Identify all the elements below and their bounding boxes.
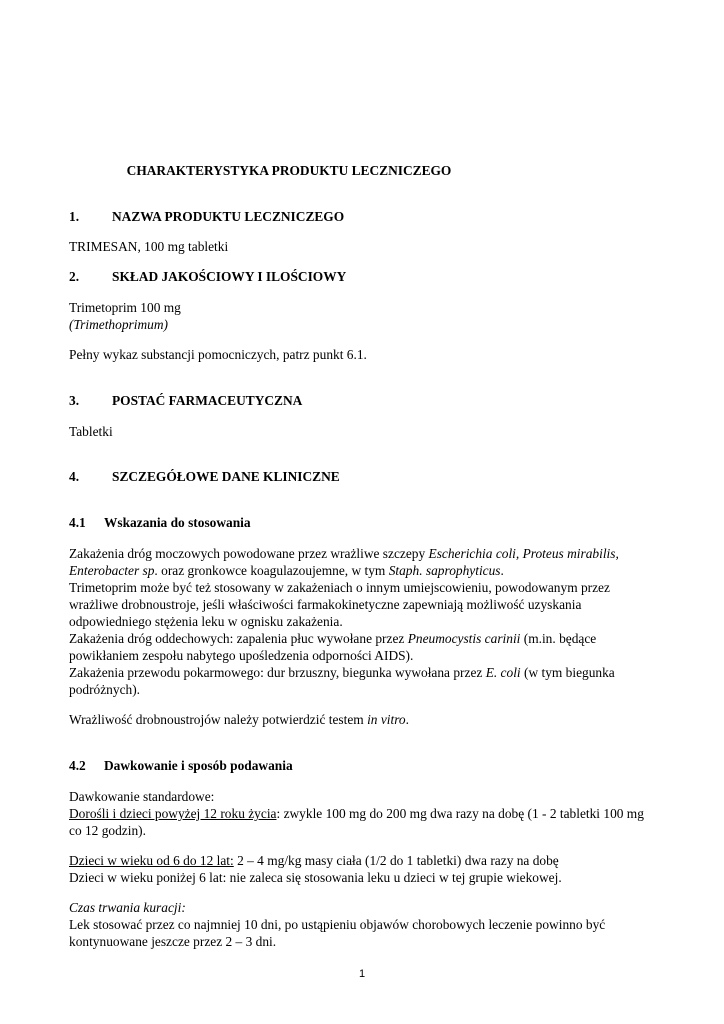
section-title: Dawkowanie i sposób podawania — [104, 758, 293, 773]
section-title: Wskazania do stosowania — [104, 515, 251, 530]
paragraph-line: odpowiedniego stężenia leku w ognisku zakażenia. — [69, 614, 343, 629]
paragraph-line: powikłaniem zespołu nabytego upośledzenia odporności AIDS). — [69, 648, 414, 663]
section-2-heading — [69, 268, 346, 285]
section-4-heading — [69, 468, 340, 485]
document-title: CHARAKTERYSTYKA PRODUKTU LECZNICZEGO — [126, 163, 452, 178]
section-title: NAZWA PRODUKTU LECZNICZEGO — [112, 209, 345, 224]
paragraph-line: podróżnych). — [69, 682, 141, 697]
paragraph-line: Dorośli i dzieci powyżej 12 roku życia: zwykle 100 mg do 200 mg dwa razy na dobę (1 - 2 tabletki 100 mg — [69, 806, 644, 821]
page-number: 1 — [358, 968, 366, 980]
paragraph-line: Zakażenia dróg oddechowych: zapalenia płuc wywołane przez Pneumocystis carinii (m.in. będące — [69, 631, 597, 646]
paragraph-line: co 12 godzin). — [69, 823, 146, 838]
paragraph-line: wrażliwe drobnoustroje, jeśli właściwości farmakokinetyczne zapewniają możliwość uzyskania — [69, 597, 582, 612]
section-3-heading — [69, 392, 302, 409]
paragraph-line: Dzieci w wieku od 6 do 12 lat: 2 – 4 mg/kg masy ciała (1/2 do 1 tabletki) dwa razy na dobę — [69, 853, 559, 868]
section-title: SKŁAD JAKOŚCIOWY I ILOŚCIOWY — [112, 269, 347, 284]
product-name: TRIMESAN, 100 mg tabletki — [69, 239, 229, 254]
paragraph-line: Enterobacter sp. oraz gronkowce koagulazoujemne, w tym Staph. saprophyticus. — [69, 563, 504, 578]
section-1-heading — [69, 208, 344, 225]
section-title: SZCZEGÓŁOWE DANE KLINICZNE — [112, 469, 340, 484]
paragraph-line: Dzieci w wieku poniżej 6 lat: nie zaleca się stosowania leku u dzieci w tej grupie wiekowej. — [69, 870, 562, 885]
section-number: 1. — [69, 209, 80, 224]
section-4-2-heading — [69, 757, 293, 774]
paragraph-line: Zakażenia dróg moczowych powodowane przez wrażliwe szczepy Escherichia coli, Proteus mirabilis, — [69, 546, 619, 561]
excipients-note: Pełny wykaz substancji pomocniczych, patrz punkt 6.1. — [69, 347, 367, 362]
paragraph-line: Dawkowanie standardowe: — [69, 789, 215, 804]
section-number: 4. — [69, 469, 80, 484]
section-number: 4.1 — [69, 515, 86, 530]
section-number: 4.2 — [69, 758, 86, 773]
section-number: 2. — [69, 269, 80, 284]
dosage-form: Tabletki — [69, 424, 113, 439]
section-4-1-heading — [69, 514, 251, 531]
paragraph-line: kontynuowane jeszcze przez 2 – 3 dni. — [69, 934, 277, 949]
section-number: 3. — [69, 393, 80, 408]
section-title: POSTAĆ FARMACEUTYCZNA — [112, 393, 303, 408]
paragraph-line: Zakażenia przewodu pokarmowego: dur brzuszny, biegunka wywołana przez E. coli (w tym biegunka — [69, 665, 615, 680]
paragraph-line: Lek stosować przez co najmniej 10 dni, po ustąpieniu objawów chorobowych leczenie powinno być — [69, 917, 606, 932]
active-substance-latin: (Trimethoprimum) — [69, 317, 168, 332]
active-substance: Trimetoprim 100 mg — [69, 300, 181, 315]
paragraph-line: Trimetoprim może być też stosowany w zakażeniach o innym umiejscowieniu, powodowanym przez — [69, 580, 610, 595]
paragraph-line: Czas trwania kuracji: — [69, 900, 186, 915]
paragraph-line: Wrażliwość drobnoustrojów należy potwierdzić testem in vitro. — [69, 712, 409, 727]
